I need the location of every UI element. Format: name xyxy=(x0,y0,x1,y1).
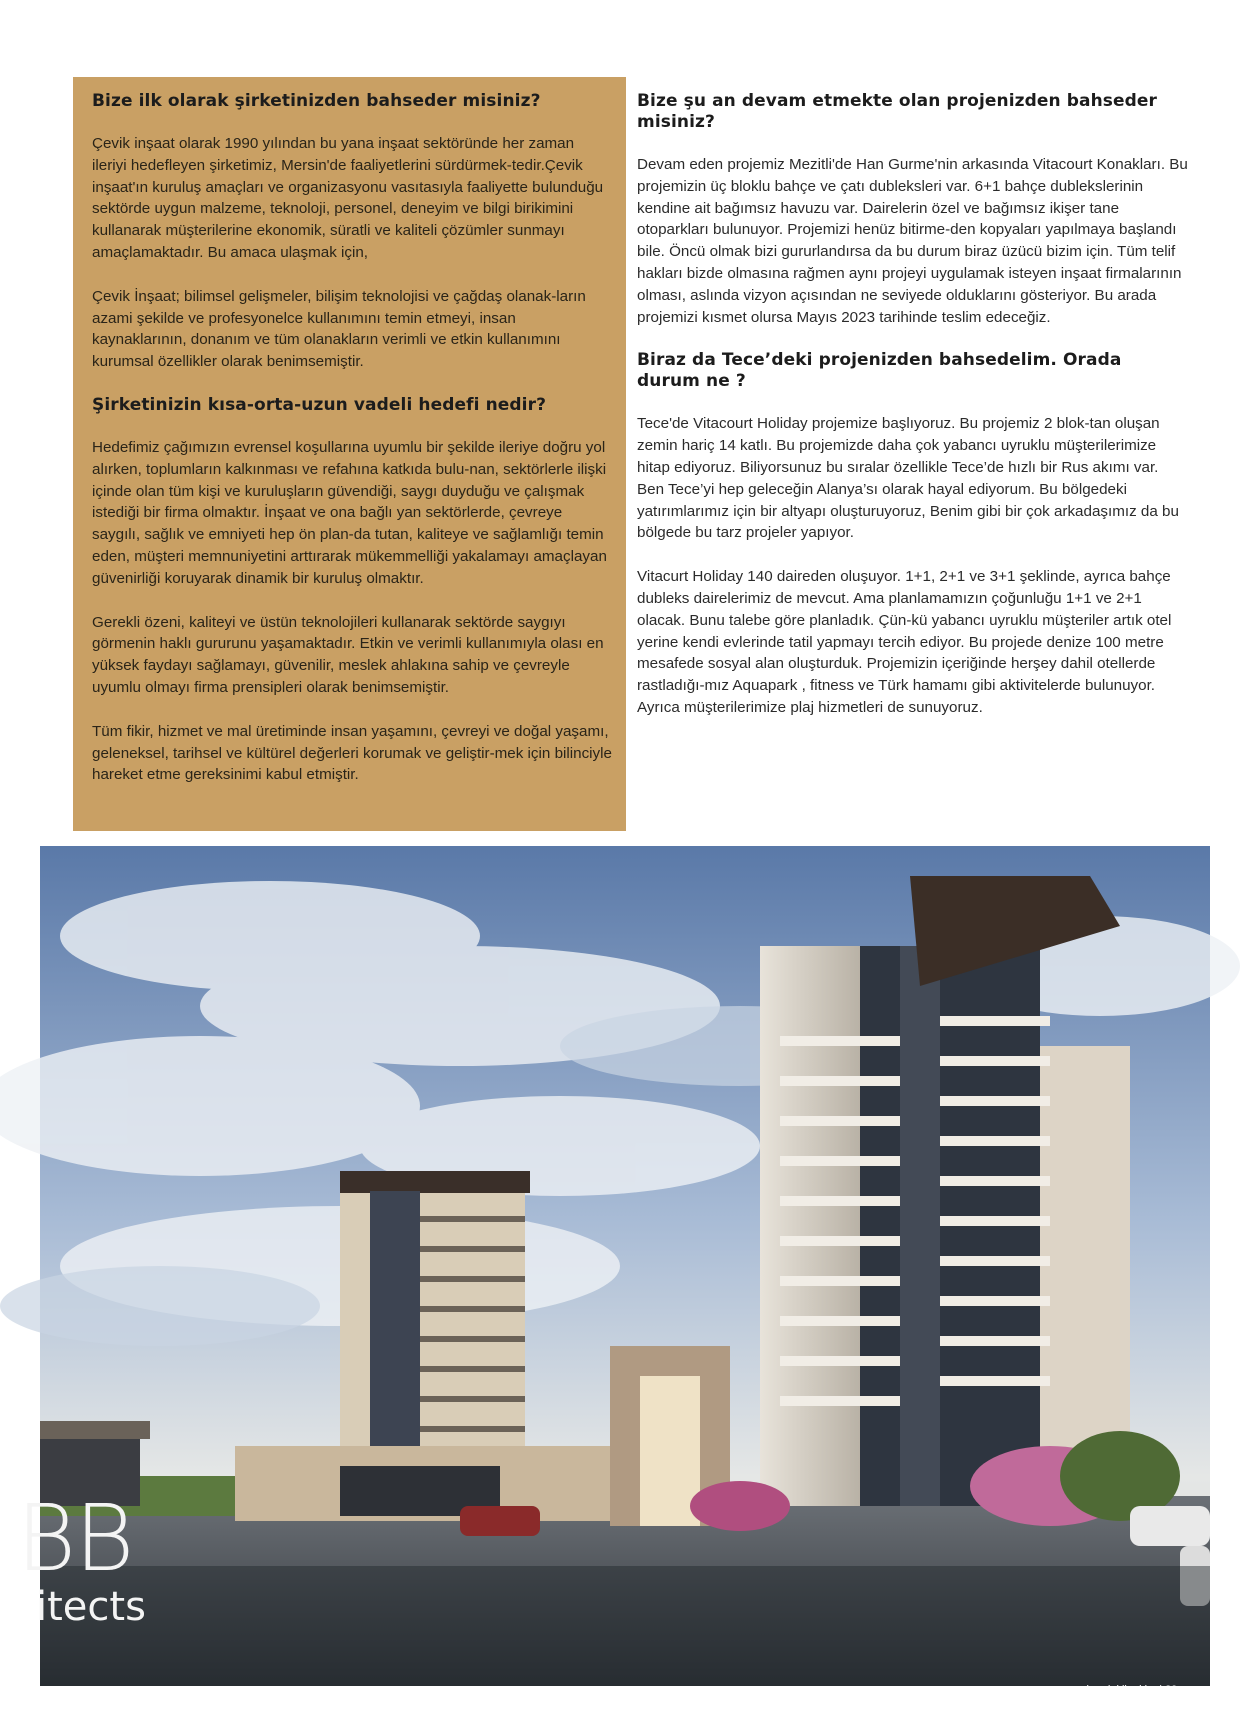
right-article-column xyxy=(637,77,1189,741)
question-heading-tece-project: Biraz da Tece’deki projenizden bahsedelim. Orada durum ne ? xyxy=(637,350,1122,392)
answer-paragraph: Hedefimiz çağımızın evrensel koşullarına uyumlu bir şekilde ileriye doğru yol alırken, toplumların kalkınması ve refahına katkıda bulu-nan, sektörlerle ilişki içinde olan tüm kişi ve kuruluşların güvendiği, saygı duyduğu ve çalışmak istediği bir firma olmaktır. İnşaat ve ona bağlı yan sektörlerde, çevreye saygılı, sağlık ve emniyeti hep ön plan-da tutan, kaliteye ve sağlamlığı temin eden, müşteri memnuniyetini arttırarak mükemmelliği yakalamayı amaçlayan güvenirliği koruyarak dinamik bir kuruluş olmaktır. xyxy=(92,438,607,587)
left-article-column xyxy=(73,77,626,831)
answer-paragraph: Gerekli özeni, kaliteyi ve üstün teknolojileri kullanarak sektörde saygıyı görmenin haklı gururunu yaşamaktadır. Etkin ve verimli kullanımıyla olası en yüksek faydayı sağlamayı, güvenilir, meslek ahlakına sahip ve çevreyle uyumlu olmayı firma prensipleri olarak benimsemiştir. xyxy=(92,613,604,696)
answer-paragraph: Tece'de Vitacourt Holiday projemize başlıyoruz. Bu projemiz 2 blok-tan oluşan zemin hariç 14 katlı. Bu projemizde daha çok yabancı uyruklu müşterilerimize hitap ediyoruz. Biliyorsunuz bu sıralar özellikle Tece’de hızlı bir Rus akımı var. Ben Tece’yi hep geleceğin Alanya’sı olarak hayal ediyorum. Bu bölgedeki yatırımlarımız için bir altyapı oluşturuyoruz, Benim gibi bir çok arkadaşımız da bu bölgede bu tarz projeler yapıyor. xyxy=(637,415,1179,542)
answer-paragraph: Devam eden projemiz Mezitli'de Han Gurme'nin arkasında Vitacourt Konakları. Bu projemizin üç bloklu bahçe ve çatı dubleksleri var. 6+1 bahçe dublekslerinin kendine ait bağımsız havuzu var. Dairelerin özel ve bağımsız ikişer tane otoparkları bulunuyor. Projemizi henüz bitirme-den kopyaları yapılmaya başlandı bile. Öncü olmak bizi gururlandırsa da bu durum biraz üzücü bizim için. Tüm telif hakları bizde olmasına rağmen aynı projeyi uygulamak isteyen inşaat firmalarının olması, aslında vizyon açısından ne seviyede olduklarını gösteriyor. Bu arada projemizi kısmet olursa Mayıs 2023 tarihinde teslim edeceğiz. xyxy=(637,156,1188,326)
answer-paragraph: Çevik İnşaat; bilimsel gelişmeler, bilişim teknolojisi ve çağdaş olanak-ların azami şekilde ve profesyonelce kullanımını temin etmeyi, insan kaynaklarının, donanım ve tüm olanakların verimli ve etkin kullanımını kurumsal özellikler olarak benimsemiştir. xyxy=(92,287,586,371)
answer-paragraph: Vitacurt Holiday 140 daireden oluşuyor. 1+1, 2+1 ve 3+1 şeklinde, ayrıca bahçe dubleks dairelerimiz de mevcut. Ama planlamamızın çoğunluğu 1+1 ve 2+1 olacak. Bunu talebe göre planladık. Çün-kü yabancı uyruklu müşteriler artık otel yerine kendi evlerinde tatil yapmayı tercih ediyor. Bu projede denize 100 metre mesafede sosyal alan oluşturduk. Projemizin içeriğinde herşey dahil otellerde rastladığı-mız Aquapark , fitness ve Türk hamamı gibi aktivitelerde bulunuyor. Ayrıca müşterilerimize plaj hizmetleri de sunuyoruz. xyxy=(637,568,1172,716)
footer-site: zirvedekiler.kim xyxy=(1081,1684,1157,1696)
page-number: 39 xyxy=(1165,1684,1178,1696)
footer-separator: | xyxy=(1159,1684,1163,1696)
question-heading-goals: Şirketinizin kısa-orta-uzun vadeli hedefi nedir? xyxy=(92,394,547,415)
answer-paragraph: Çevik inşaat olarak 1990 yılından bu yana inşaat sektöründe her zaman ileriyi hedefleyen şirketimiz, Mersin'de faaliyetlerini sürdürmek-tedir.Çevik inşaat'ın kuruluş amaçları ve organizasyonu vasıtasıyla faaliyette bulunduğu sektörde uygun malzeme, teknoloji, personel, deneyim ve bilgi birikimini kullanarak müşterilerine ekonomik, süratli ve kaliteli çözümler sunmayı amaçlamaktadır. Bu amaca ulaşmak için, xyxy=(92,135,604,261)
question-heading-company: Bize ilk olarak şirketinizden bahseder misiniz? xyxy=(92,91,541,111)
question-heading-current-project: Bize şu an devam etmekte olan projenizden bahseder misiniz? xyxy=(637,91,1158,132)
watermark-letters: BB xyxy=(16,1485,133,1592)
answer-paragraph: Tüm fikir, hizmet ve mal üretiminde insan yaşamını, çevreyi ve doğal yaşamı, geleneksel, tarihsel ve kültürel değerleri korumak ve geliştir-mek için bilinciyle hareket etme gereksinimi kabul etmiştir. xyxy=(92,722,612,784)
building-rendering-photo xyxy=(16,846,1210,1686)
page-footer xyxy=(1081,1684,1177,1696)
architect-watermark xyxy=(16,1485,146,1630)
watermark-word: itects xyxy=(36,1584,146,1630)
